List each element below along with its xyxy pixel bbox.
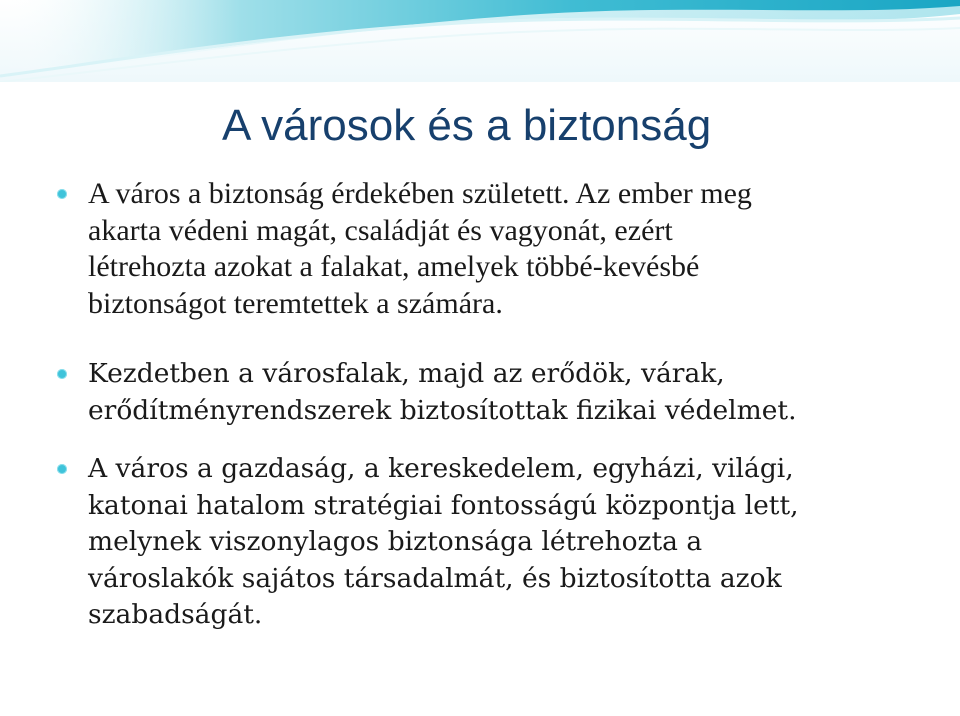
slide-title: A városok és a biztonság [222,101,712,150]
bullet-text-line: városlakók sajátos társadalmát, és biztosította azok [88,562,782,594]
bullet-text-line: létrehozta azokat a falakat, amelyek többé-kevésbé [88,250,700,283]
bullet-item [88,356,898,429]
bullet-text-line: katonai hatalom stratégiai fontosságú központja lett, [88,489,799,521]
bullet-text-line: Kezdetben a városfalak, majd az erődök, várak, [88,358,725,389]
bullet-text-line: A város a gazdaság, a kereskedelem, egyházi, világi, [88,453,794,484]
bullet-text-line: erődítményrendszerek biztosítottak fizikai védelmet. [88,394,797,426]
bullet-item [88,176,898,322]
bullet-text-line: melynek viszonylagos biztonsága létrehozta a [88,526,703,557]
bullet-dot-icon [57,369,67,379]
bullet-text-line: akarta védeni magát, családját és vagyonát, ezért [88,213,673,247]
bullet-text-line: szabadságát. [88,599,263,630]
bullet-text-line: biztonságot teremtettek a számára. [88,286,503,320]
bullet-text-line: A város a biztonság érdekében született. Az ember meg [88,177,752,210]
bullet-dot-icon [57,464,67,474]
bullet-item [88,451,898,634]
bullet-dot-icon [57,189,67,199]
